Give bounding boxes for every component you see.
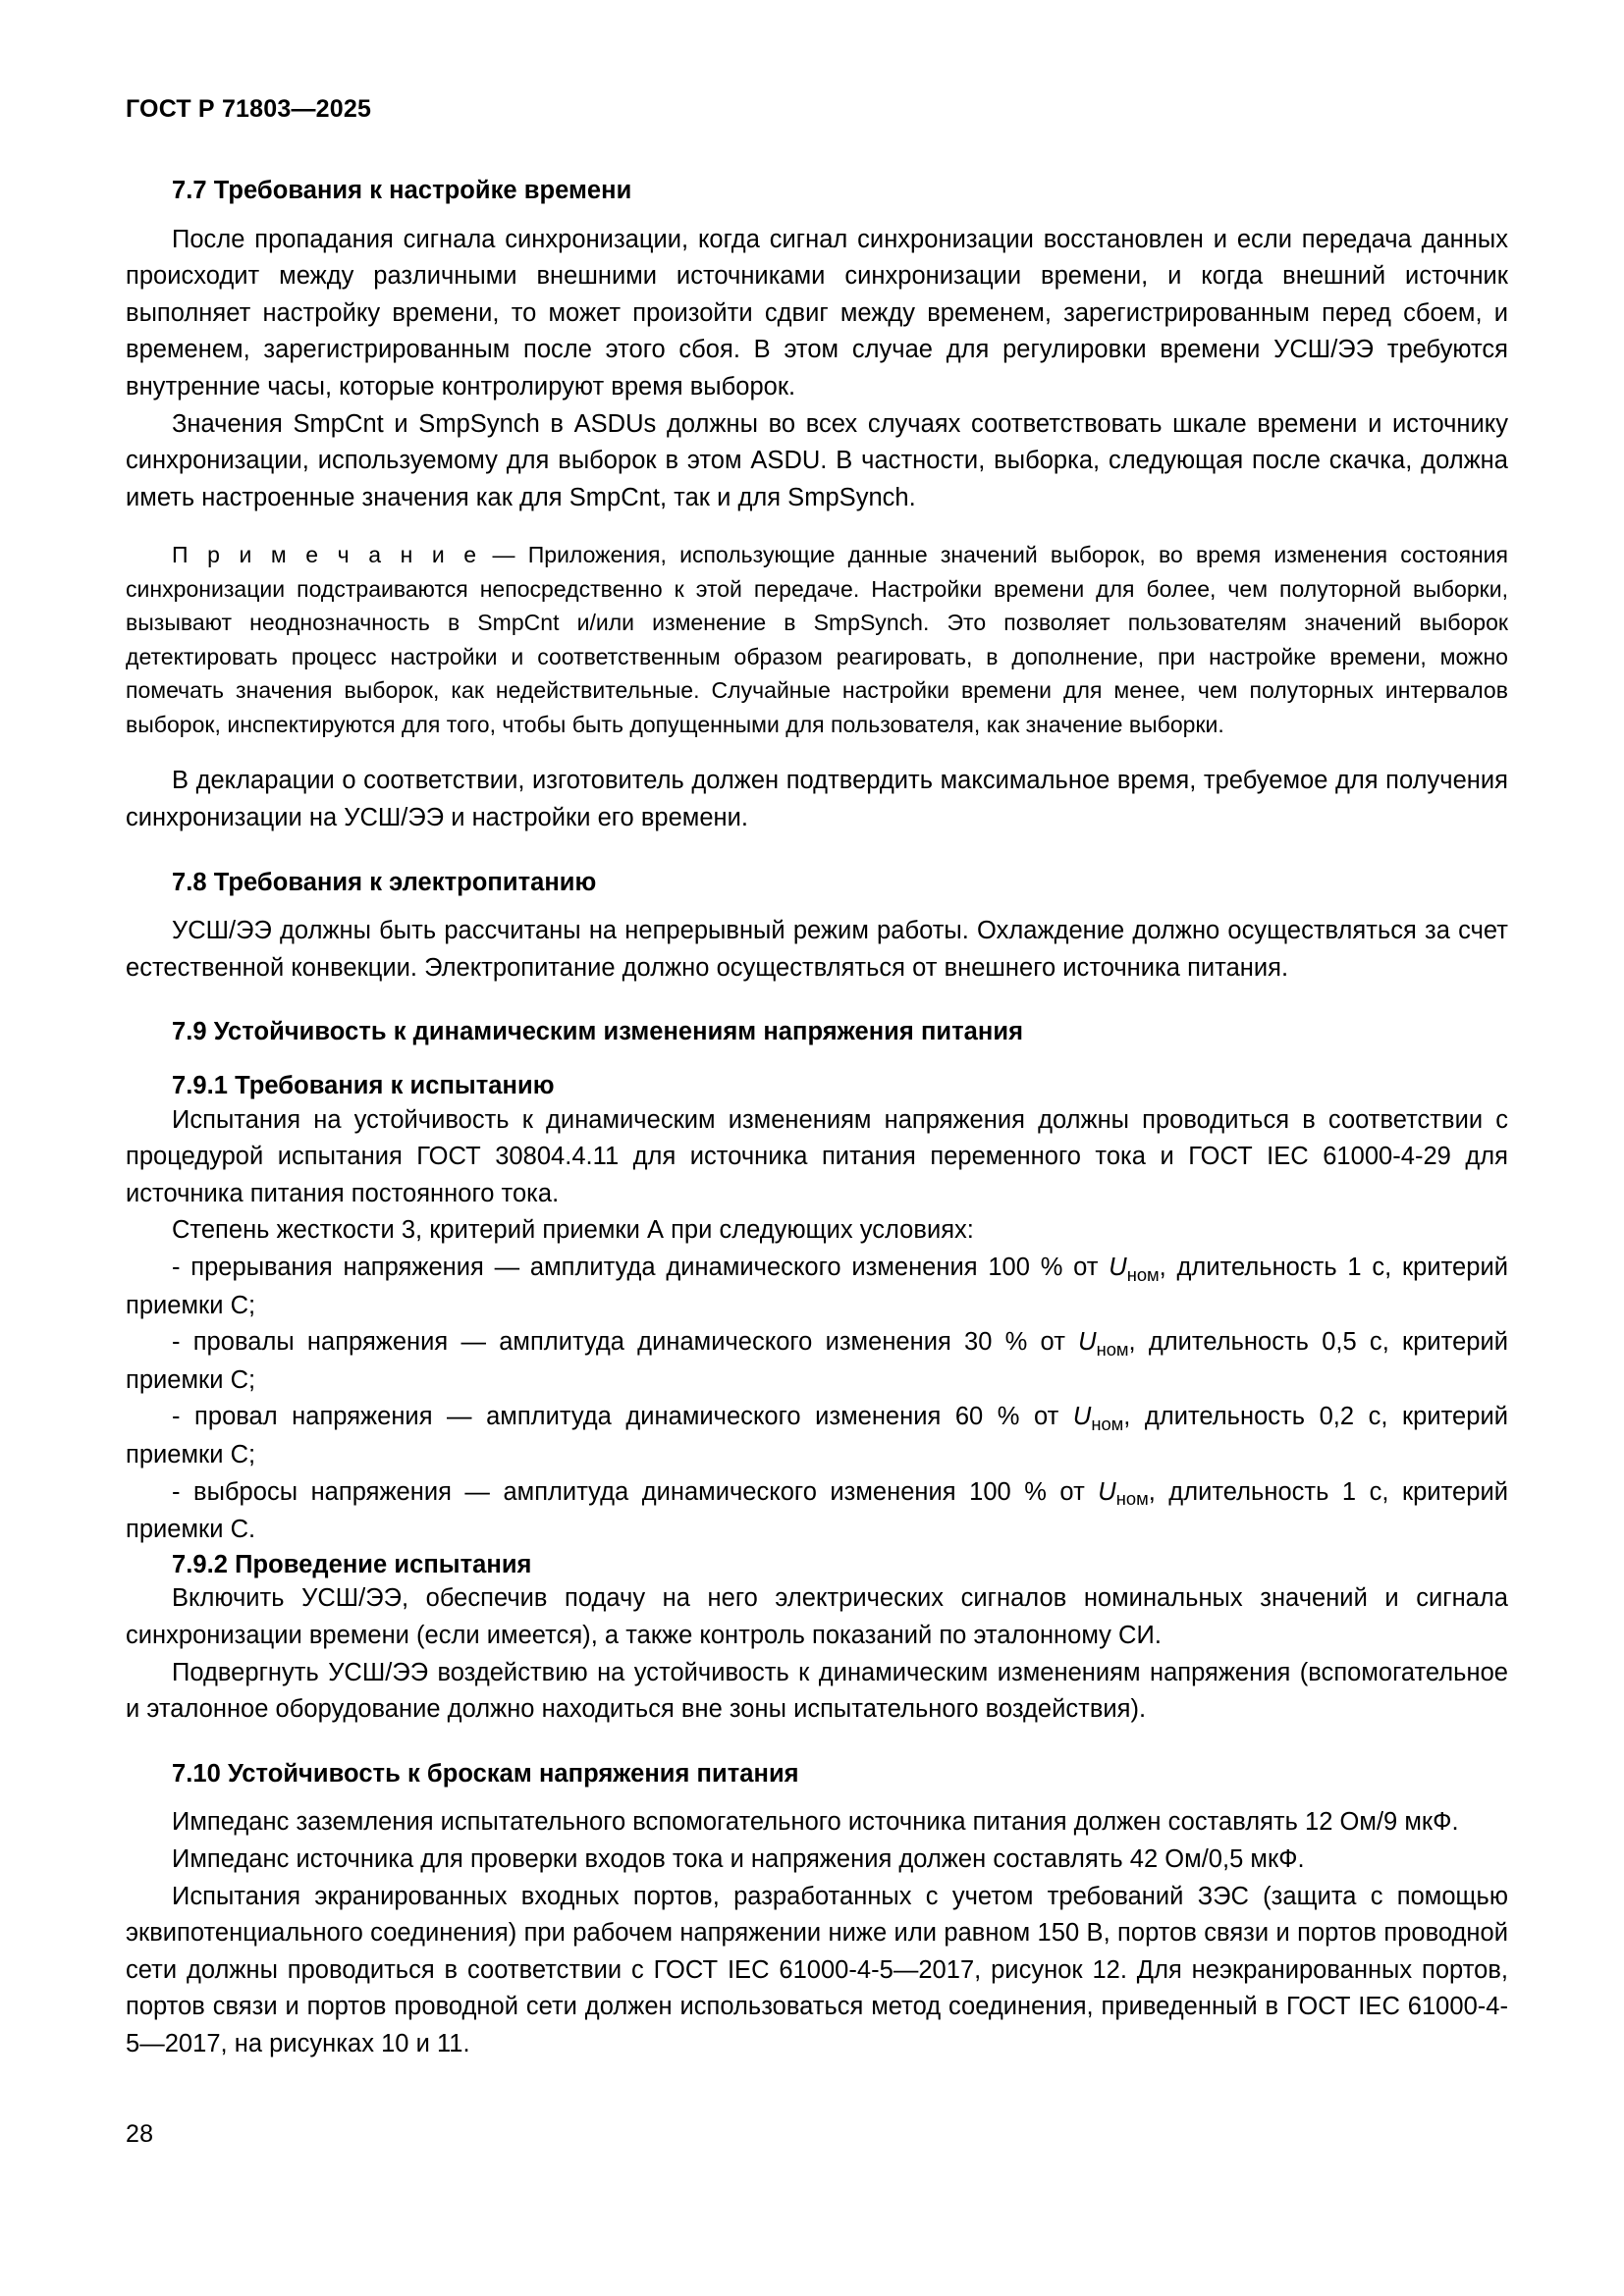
paragraph-7-9-1-2: Степень жесткости 3, критерий приемки А при следующих условиях: <box>172 1216 974 1245</box>
list-item-voltage-interruption <box>126 1250 1508 1324</box>
section-heading-7-9-1: 7.9.1 Требования к испытанию <box>172 1072 555 1099</box>
symbol-u: U <box>1078 1328 1097 1357</box>
note-dash: — <box>479 542 528 568</box>
section-heading-7-10: 7.10 Устойчивость к броскам напряжения питания <box>172 1759 799 1788</box>
section-heading-7-9-2: 7.9.2 Проведение испытания <box>172 1550 532 1578</box>
page-content <box>126 94 1508 2063</box>
spacer <box>126 898 1508 913</box>
list-item-voltage-surges <box>126 1474 1508 1549</box>
paragraph-7-9-2-2: Подвергнуть УСШ/ЭЭ воздействию на устойчивость к динамическим изменениям напряжения (вспомогательное и эталонное оборудование должно находиться вне зоны испытательного воздействия). <box>126 1658 1508 1724</box>
symbol-u-nom <box>1098 1477 1149 1510</box>
bullet-text-after: , длительность 1 с, критерий приемки С. <box>126 1477 1508 1544</box>
paragraph-7-8-1: УСШ/ЭЭ должны быть рассчитаны на непрерывный режим работы. Охлаждение должно осуществляться за счет естественной конвекции. Электропитание должно осуществляться от внешнего источника питания. <box>126 917 1508 982</box>
spacer <box>126 1048 1508 1070</box>
bullet-text-after: , длительность 0,5 с, критерий приемки С; <box>126 1328 1509 1394</box>
spacer <box>126 1789 1508 1804</box>
spacer <box>126 741 1508 763</box>
spacer <box>126 987 1508 1016</box>
section-heading-7-8: 7.8 Требования к электропитанию <box>172 868 597 896</box>
paragraph-7-7-3: В декларации о соответствии, изготовитель должен подтвердить максимальное время, требуемое для получения синхронизации на УСШ/ЭЭ и настройки его времени. <box>126 767 1508 831</box>
paragraph-7-10-1: Импеданс заземления испытательного вспомогательного источника питания должен составлять 12 Ом/9 мкФ. <box>172 1808 1459 1837</box>
bullet-text-before: - прерывания напряжения — амплитуда динамического изменения 100 % от <box>172 1254 1110 1281</box>
symbol-u: U <box>1072 1403 1092 1431</box>
spacer <box>126 1729 1508 1758</box>
symbol-subscript: ном <box>1115 1488 1149 1510</box>
symbol-subscript: ном <box>1091 1414 1124 1435</box>
running-head: ГОСТ Р 71803—2025 <box>126 95 372 123</box>
paragraph-7-10-3: Испытания экранированных входных портов, разработанных с учетом требований ЗЭС (защита с помощью эквипотенциального соединения) при рабочем напряжении ниже или равном 150 В, портов связи и портов проводной сети должны проводиться в соответствии с ГОСТ IEC 61000-4-5—2017, рисунок 12. Для неэкранированных портов, портов связи и портов проводной сети должен использоваться метод соединения, приведенный в ГОСТ IEC 61000-4-5—2017, на рисунках 10 и 11. <box>126 1882 1508 2057</box>
paragraph-7-7-1: После пропадания сигнала синхронизации, когда сигнал синхронизации восстановлен и если передача данных происходит между различными внешними источниками синхронизации времени, и когда внешний источник выполняет настройку времени, то может произойти сдвиг между временем, зарегистрированным перед сбоем, и временем, зарегистрированным после этого сбоя. В этом случае для регулировки времени УСШ/ЭЭ требуются внутренние часы, которые контролируют время выборок. <box>126 225 1508 400</box>
symbol-subscript: ном <box>1096 1339 1129 1361</box>
symbol-subscript: ном <box>1126 1263 1160 1285</box>
section-heading-7-9: 7.9 Устойчивость к динамическим изменениям напряжения питания <box>172 1018 1023 1046</box>
section-heading-7-7: 7.7 Требования к настройке времени <box>172 177 632 204</box>
symbol-u-nom <box>1072 1403 1124 1435</box>
list-item-voltage-dip <box>126 1399 1508 1473</box>
note-text: Приложения, использующие данные значений выборок, во время изменения состояния синхронизации подстраиваются непосредственно к этой передаче. Настройки времени для более, чем полуторной выборки, вызывают неоднозначность в SmpCnt и/или изменение в SmpSynch. Это позволяет пользователям значений выборок детектировать процесс настройки и соответственным образом реагировать, в дополнение, при настройке времени, можно помечать значения выборок, как недействительные. Случайные настройки времени для менее, чем полуторных интервалов выборок, инспектируются для того, чтобы быть допущенными для пользователя, как значение выборки. <box>126 542 1509 737</box>
paragraph-7-9-2-1: Включить УСШ/ЭЭ, обеспечив подачу на него электрических сигналов номинальных значений и сигнала синхронизации времени (если имеется), а также контроль показаний по эталонному СИ. <box>126 1584 1508 1649</box>
symbol-u: U <box>1109 1254 1127 1281</box>
symbol-u: U <box>1098 1477 1116 1506</box>
list-item-voltage-dips <box>126 1324 1508 1399</box>
paragraph-7-9-1-1: Испытания на устойчивость к динамическим изменениям напряжения должны проводиться в соответствии с процедурой испытания ГОСТ 30804.4.11 для источника питания переменного тока и ГОСТ IEC 61000-4-29 для источника питания постоянного тока. <box>126 1105 1508 1207</box>
spacer <box>126 207 1508 222</box>
bullet-text-after: , длительность 0,2 с, критерий приемки С; <box>126 1403 1508 1468</box>
bullet-text-before: - провалы напряжения — амплитуда динамического изменения 30 % от <box>172 1328 1079 1357</box>
paragraph-7-7-2: Значения SmpCnt и SmpSynch в ASDUs должны во всех случаях соответствовать шкале времени и источнику синхронизации, используемому для выборок в этом ASDU. В частности, выборка, следующая после скачка, должна иметь настроенные значения как для SmpCnt, так и для SmpSynch. <box>126 409 1508 511</box>
bullet-text-before: - выбросы напряжения — амплитуда динамического изменения 100 % от <box>172 1477 1099 1506</box>
bullet-text-after: , длительность 1 с, критерий приемки С; <box>126 1254 1508 1319</box>
spacer <box>126 837 1508 867</box>
spacer <box>126 516 1508 538</box>
note-7-7 <box>126 538 1508 741</box>
paragraph-7-10-2: Импеданс источника для проверки входов тока и напряжения должен составлять 42 Ом/0,5 мкФ. <box>172 1844 1305 1873</box>
symbol-u-nom <box>1078 1328 1129 1361</box>
symbol-u-nom <box>1109 1254 1160 1285</box>
bullet-text-before: - провал напряжения — амплитуда динамического изменения 60 % от <box>172 1403 1073 1431</box>
page-number: 28 <box>126 2120 154 2148</box>
note-label: П р и м е ч а н и е <box>172 542 480 568</box>
